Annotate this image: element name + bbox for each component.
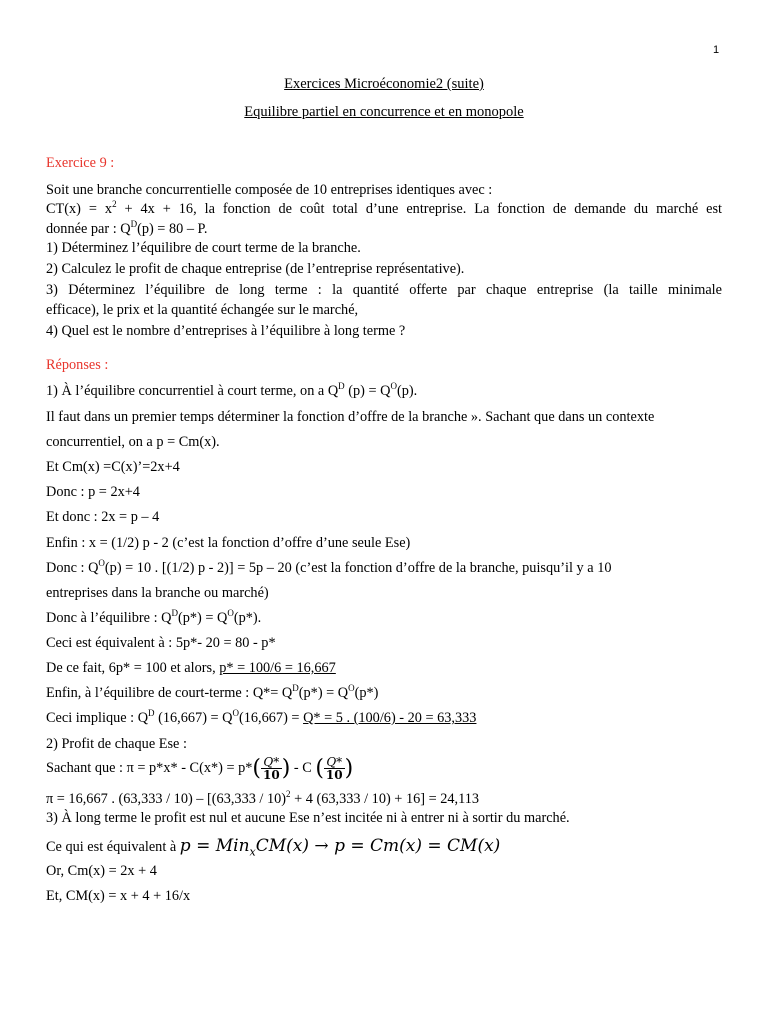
answer-line: Enfin, à l’équilibre de court-terme : $Q*= Q^D(p*) = Q^O(p*)$ <box>46 683 379 701</box>
answer-line: π = 16,667 . (63,333 / 10) – [(63,333 / 10)$^2$ + 4 (63,333 / 10) + 16] = 24,113 <box>46 789 480 807</box>
answer-line: 3) À long terme le profit est nul et aucune Ese n’est incitée ni à entrer ni à sortir du marché. <box>46 810 570 826</box>
answer-line: Enfin : x = (1/2) p - 2 (c’est la fonction d’offre d’une seule Ese) <box>46 535 411 551</box>
question-1: 1) Déterminez l’équilibre de court terme de la branche. <box>46 240 361 256</box>
answer-line: Donc : p = 2x+4 <box>46 484 140 500</box>
page-number: 1 <box>713 44 720 56</box>
answer-line: 2) Profit de chaque Ese : <box>46 736 187 752</box>
question-3-cont: efficace), le prix et la quantité échangée sur le marché, <box>46 302 359 318</box>
answer-line: Et donc : 2x = p – 4 <box>46 509 160 525</box>
equilibrium-quantity: Q* = 5 . (100/6) - 20 = 63,333 <box>303 710 477 726</box>
question-3: 3) Déterminez l’équilibre de long terme : la quantité offerte par chaque entreprise (la taille minimale <box>46 282 722 298</box>
fraction: $\frac{Q*}{10}$ <box>262 755 280 782</box>
exercise-heading: Exercice 9 : <box>46 155 115 171</box>
statement-line: donnée par : $Q^D(p) = 80 - P$. <box>46 219 208 237</box>
fraction: $\frac{Q*}{10}$ <box>325 755 343 782</box>
statement-line: $CT(x) = x^2 + 4x + 16$, la fonction de coût total d’une entreprise. La fonction de demande du marché est <box>46 199 722 217</box>
equilibrium-price: p* = 100/6 = 16,667 <box>219 660 336 676</box>
question-2: 2) Calculez le profit de chaque entreprise (de l’entreprise représentative). <box>46 261 465 277</box>
answer-line: Ceci est équivalent à : 5p*- 20 = 80 - p* <box>46 635 276 651</box>
answer-line: entreprises dans la branche ou marché) <box>46 585 269 601</box>
answer-line: Et, CM(x) = x + 4 + 16/x <box>46 888 191 904</box>
answer-line: De ce fait, 6p* = 100 et alors, p* = 100/6 = 16,667 <box>46 660 336 676</box>
long-run-equation: p = Min$_x$CM(x) → p = Cm(x) = CM(x) <box>179 836 501 859</box>
answer-line: 1) À l’équilibre concurrentiel à court terme, on a $Q^D$ $(p) = Q^O(p)$. <box>46 381 418 399</box>
answer-line: Donc : $Q^O(p) = 10$ . [(1/2) p - 2)] = 5p – 20 (c’est la fonction d’offre de la branche, puisqu’il y a 10 <box>46 558 612 576</box>
document-title: Exercices Microéconomie2 (suite) <box>284 76 484 92</box>
answer-line: Ceci implique : $Q^D$ $(16,667) = Q^O(16,667) = Q* = 5$ . (100/6) - 20 = 63,333 <box>46 708 477 726</box>
answer-line: Il faut dans un premier temps déterminer la fonction d’offre de la branche ». Sachant que dans un contexte <box>46 409 655 425</box>
statement-line: Soit une branche concurrentielle composée de 10 entreprises identiques avec : <box>46 182 493 198</box>
answer-line: Sachant que : π = p*x* - C(x*) = p*( $\frac{Q*}{10}$ ) - C ( $\frac{Q*}{10}$ ) <box>46 755 354 782</box>
answers-heading: Réponses : <box>46 357 109 373</box>
answer-line: Donc à l’équilibre : $Q^D(p*) = Q^O(p*)$. <box>46 608 262 626</box>
question-4: 4) Quel est le nombre d’entreprises à l’équilibre à long terme ? <box>46 323 406 339</box>
answer-line: concurrentiel, on a p = Cm(x). <box>46 434 220 450</box>
answer-line: Ce qui est équivalent à p = Min$_x$CM(x) → p = Cm(x) = CM(x) <box>46 836 501 859</box>
document-subtitle: Equilibre partiel en concurrence et en monopole <box>244 104 524 120</box>
answer-line: Or, Cm(x) = 2x + 4 <box>46 863 157 879</box>
answer-line: Et Cm(x) =C(x)’=2x+4 <box>46 459 180 475</box>
